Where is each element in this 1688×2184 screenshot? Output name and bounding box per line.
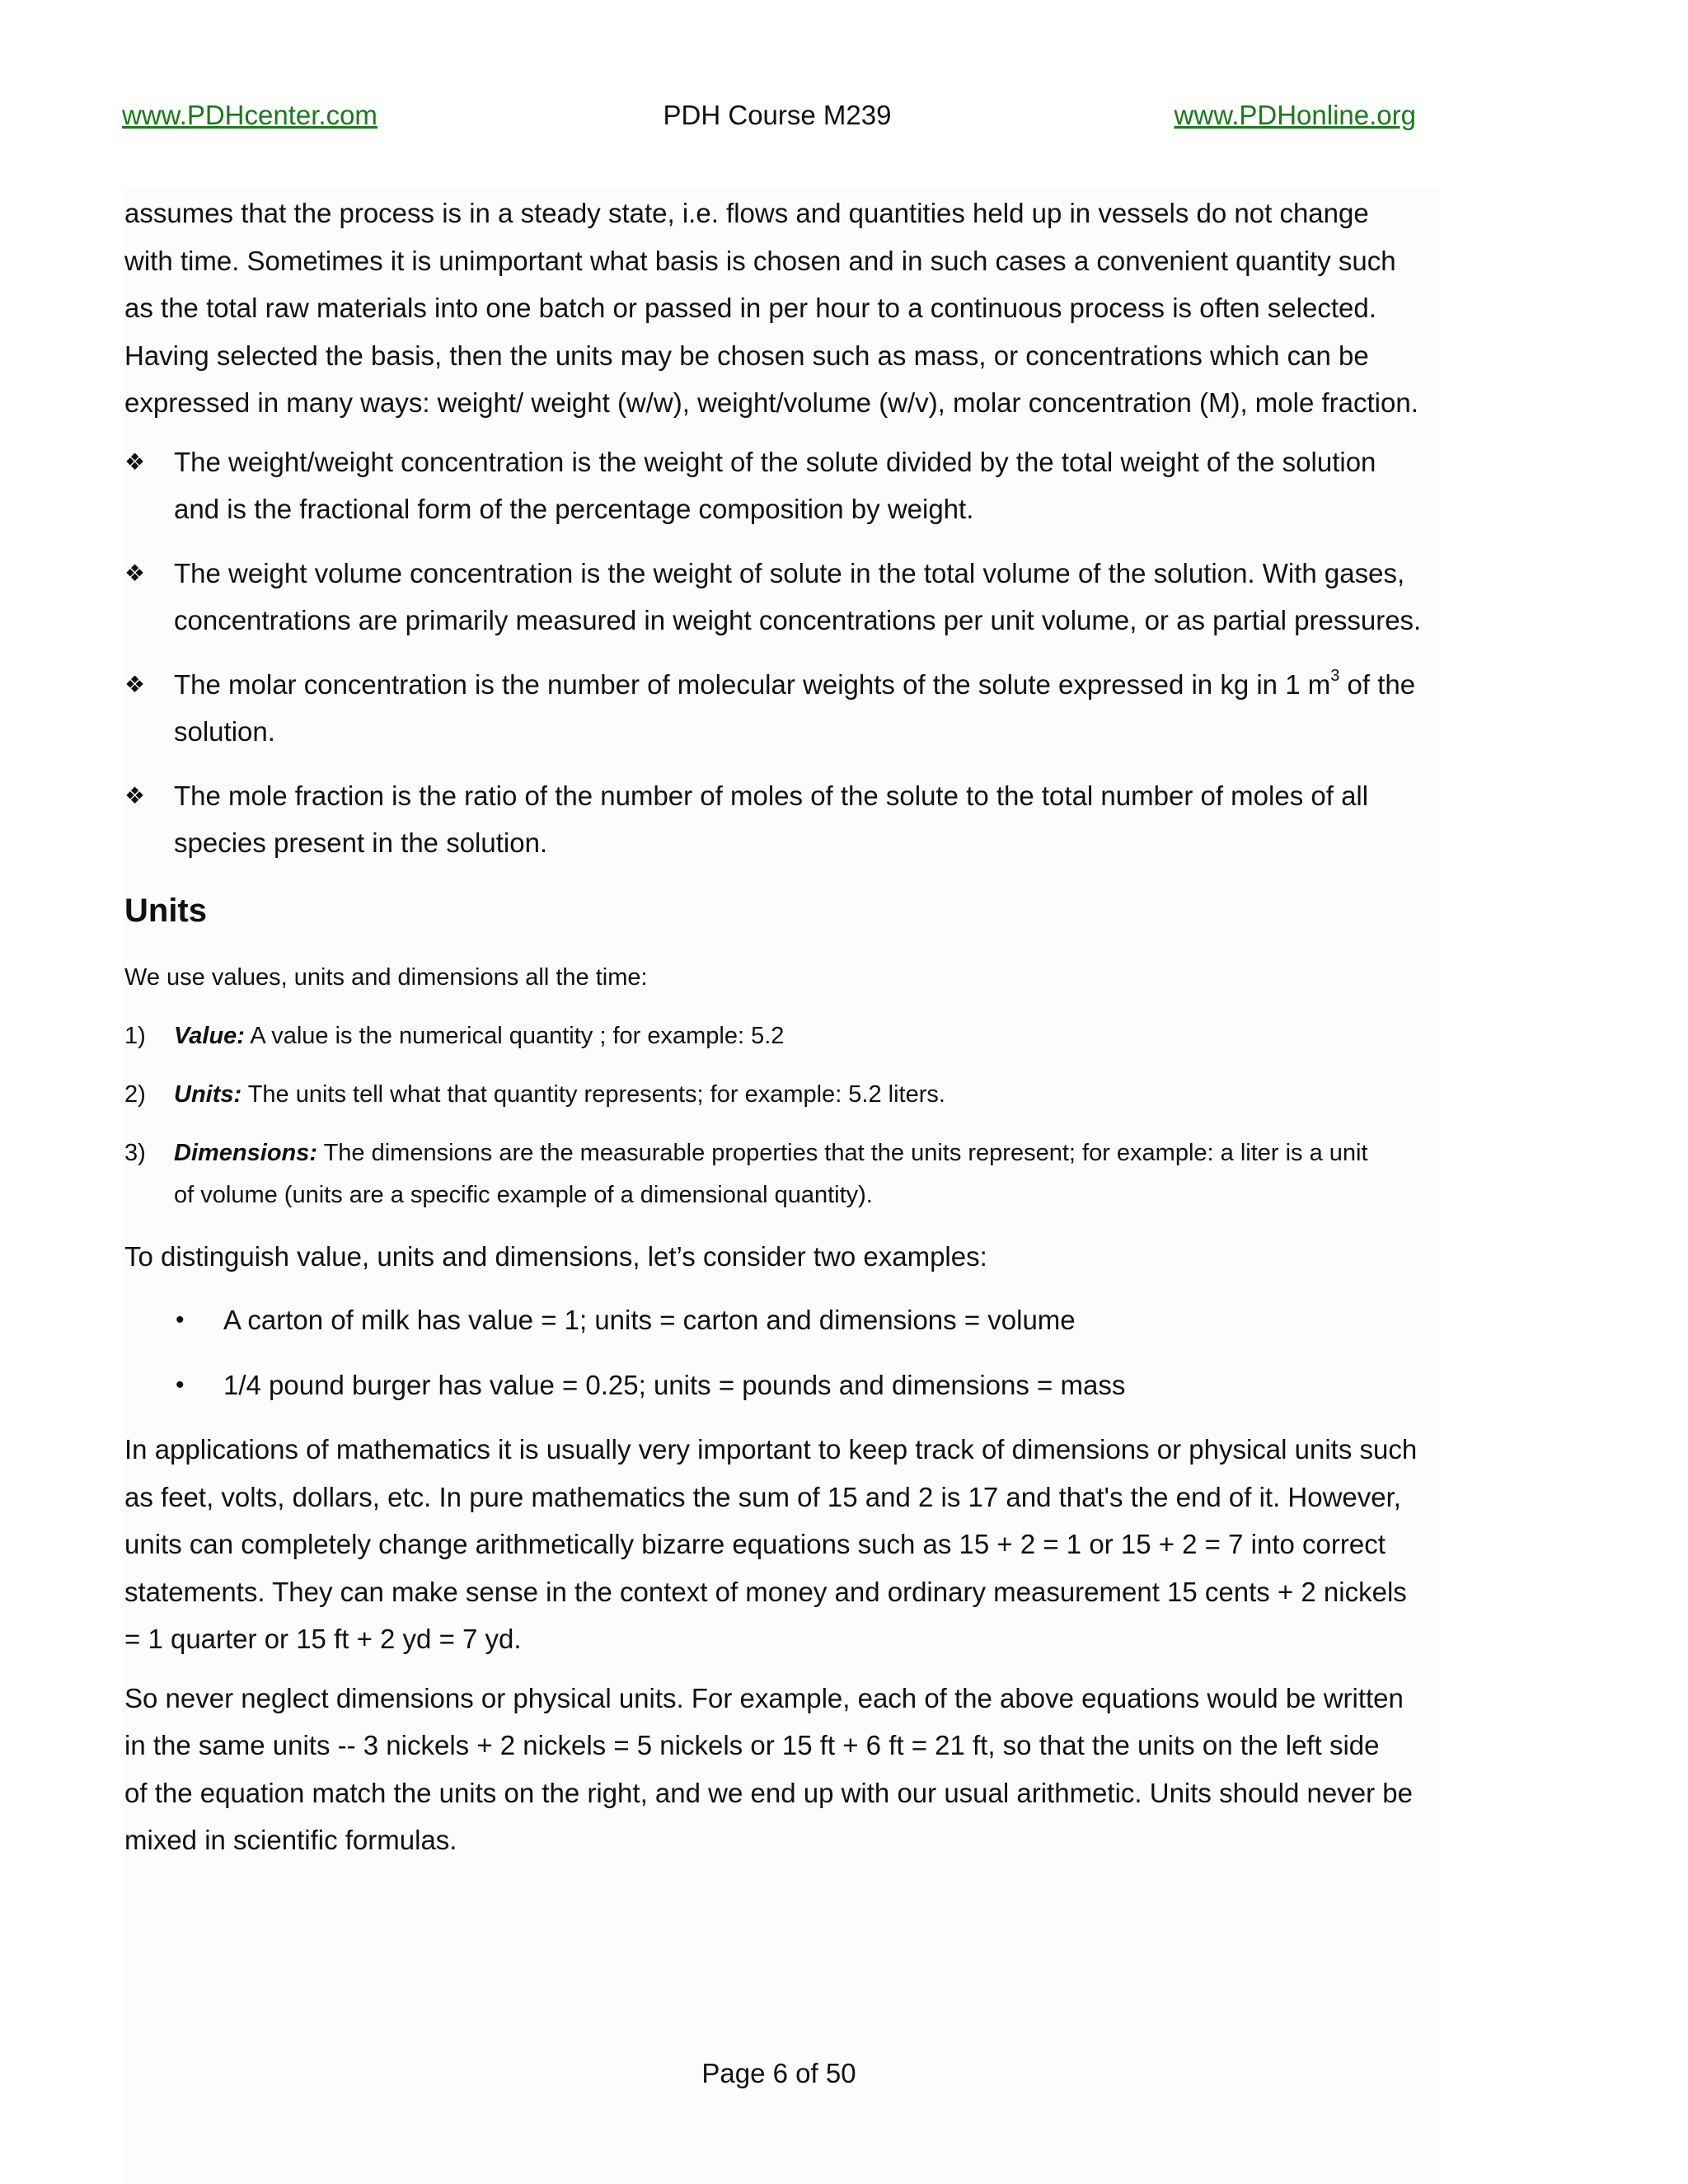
page-number: Page 6 of 50 bbox=[701, 2058, 856, 2088]
distinguish-sentence: To distinguish value, units and dimensions, let’s consider two examples: bbox=[124, 1240, 987, 1272]
term: Units: bbox=[174, 1080, 242, 1108]
term: Dimensions: bbox=[174, 1139, 318, 1166]
item-number: 2) bbox=[124, 1080, 146, 1108]
list-item: ❖ The molar concentration is the number of molecular weights of the solute expressed in kg in 1 $m^3$ of the solution. bbox=[124, 661, 1443, 756]
concentration-list bbox=[124, 438, 1443, 867]
list-item: 1) Value: A value is the numerical quantity ; for example: 5.2 bbox=[124, 1015, 1443, 1057]
pdhonline-link[interactable]: www.PDHonline.org bbox=[1174, 100, 1416, 130]
list-item: ❖ The weight volume concentration is the weight of solute in the total volume of the solution. With gases, concentrations are primarily measured in weight concentrations per unit volume, or as partial pressures. bbox=[124, 550, 1443, 644]
item-number: 3) bbox=[124, 1139, 146, 1166]
list-item: ❖ The mole fraction is the ratio of the number of moles of the solute to the total number of moles of all species present in the solution. bbox=[124, 772, 1443, 867]
four-diamond-bullet-icon: ❖ bbox=[124, 560, 146, 586]
round-bullet-icon: • bbox=[176, 1371, 185, 1399]
pdhcenter-link[interactable]: www.PDHcenter.com bbox=[122, 100, 377, 130]
units-intro: We use values, units and dimensions all the time: bbox=[124, 963, 648, 991]
four-diamond-bullet-icon: ❖ bbox=[124, 448, 146, 475]
item-number: 1) bbox=[124, 1022, 146, 1049]
list-item: ❖ The weight/weight concentration is the weight of the solute divided by the total weight of the solution and is the fractional form of the percentage composition by weight. bbox=[124, 438, 1443, 533]
page-content bbox=[124, 190, 1443, 1864]
units-heading: Units bbox=[124, 892, 207, 929]
list-item: 2) Units: The units tell what that quantity represents; for example: 5.2 liters. bbox=[124, 1074, 1443, 1116]
page-header bbox=[122, 97, 1432, 134]
course-title: PDH Course M239 bbox=[663, 100, 892, 130]
list-item: 3) Dimensions: The dimensions are the measurable properties that the units represent; for example: a liter is a unit of volume (units are a specific example of a dimensional quantity). bbox=[124, 1132, 1443, 1216]
definitions-list bbox=[124, 1015, 1443, 1216]
round-bullet-icon: • bbox=[176, 1306, 185, 1333]
examples-list bbox=[124, 1296, 1443, 1408]
superscript: 3 bbox=[1330, 666, 1340, 685]
never-neglect-paragraph: So never neglect dimensions or physical units. For example, each of the above equations would be written in the same units -- 3 nickels + 2 nickels = 5 nickels or 15 ft + 6 ft = 21 ft, so that the units on the left side of the equation match the units on the right, and we end up with our usual arithmetic. Units should never be mixed in scientific formulas. bbox=[124, 1682, 1413, 1855]
term: Value: bbox=[174, 1022, 245, 1049]
list-item: • 1/4 pound burger has value = 0.25; units = pounds and dimensions = mass bbox=[124, 1361, 1443, 1409]
applications-paragraph: In applications of mathematics it is usually very important to keep track of dimensions or physical units such as feet, volts, dollars, etc. In pure mathematics the sum of 15 and 2 is 17 and that's the end of it. However, units can completely change arithmetically bizarre equations such as 15 + 2 = 1 or 15 + 2 = 7 into correct statements. They can make sense in the context of money and ordinary measurement 15 cents + 2 nickels = 1 quarter or 15 ft + 2 yd = 7 yd. bbox=[124, 1434, 1418, 1654]
list-item: • A carton of milk has value = 1; units = carton and dimensions = volume bbox=[124, 1296, 1443, 1344]
intro-paragraph: assumes that the process is in a steady state, i.e. flows and quantities held up in vessels do not change with time. Sometimes it is unimportant what basis is chosen and in such cases a convenient quantity such as the total raw materials into one batch or passed in per hour to a continuous process is often selected. Having selected the basis, then the units may be chosen such as mass, or concentrations which can be expressed in many ways: weight/ weight (w/w), weight/volume (w/v), molar concentration (M), mole fraction. bbox=[124, 198, 1418, 418]
four-diamond-bullet-icon: ❖ bbox=[124, 671, 146, 697]
four-diamond-bullet-icon: ❖ bbox=[124, 782, 146, 808]
